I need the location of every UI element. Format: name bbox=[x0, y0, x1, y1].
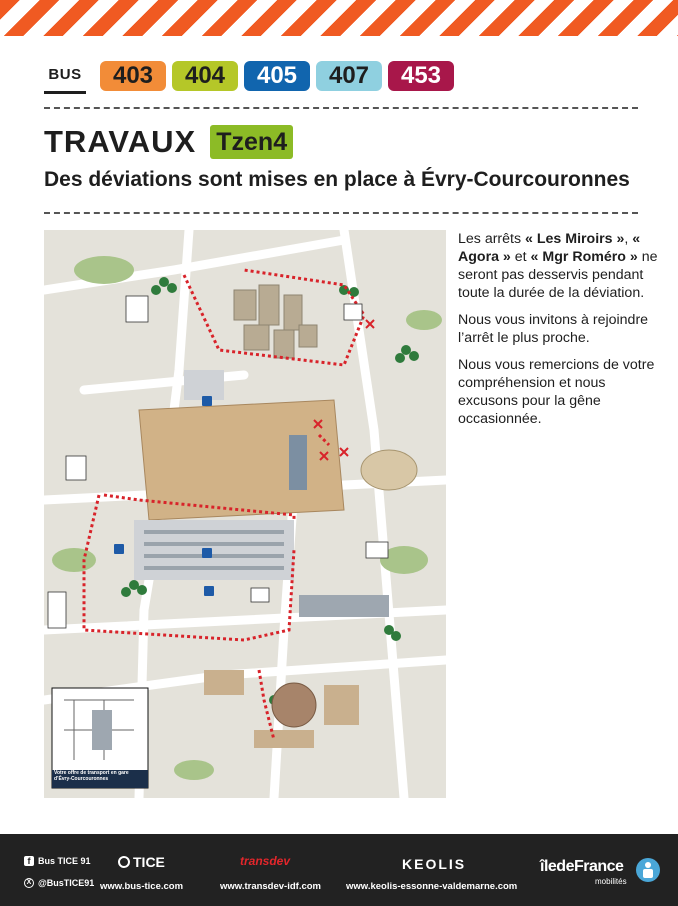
stop-mgr-romero: « Mgr Roméro » bbox=[530, 249, 638, 265]
idfm-logo-main: îledeFrance bbox=[540, 858, 624, 875]
stop-agora: « Agora » bbox=[458, 231, 641, 265]
notice-text-1c: et bbox=[510, 249, 531, 265]
stop-les-miroirs: « Les Miroirs » bbox=[525, 231, 625, 247]
x-icon: X bbox=[24, 878, 34, 888]
bus-label: BUS bbox=[44, 58, 86, 94]
idfm-person-icon bbox=[636, 858, 660, 882]
tzen4-badge: Tzen4 bbox=[210, 125, 293, 159]
page-title: TRAVAUX bbox=[44, 124, 197, 159]
footer bbox=[0, 834, 678, 906]
title-row bbox=[44, 124, 293, 160]
divider-bottom bbox=[44, 212, 638, 214]
line-badge-405: 405 bbox=[244, 61, 310, 91]
line-badge-453: 453 bbox=[388, 61, 454, 91]
line-badge-404: 404 bbox=[172, 61, 238, 91]
page-subtitle: Des déviations sont mises en place à Évry-Courcouronnes bbox=[44, 168, 630, 191]
line-badge-403: 403 bbox=[100, 61, 166, 91]
x-handle: @BusTICE91 bbox=[38, 878, 95, 888]
bus-lines-row bbox=[44, 58, 454, 94]
inset-map-caption: Votre offre de transport en gare d’Évry-Courcouronnes bbox=[54, 770, 129, 782]
tice-pin-icon bbox=[118, 856, 130, 868]
keolis-logo: KEOLIS bbox=[402, 856, 467, 872]
notice-paragraph-3: Nous vous remercions de votre compréhension et nous excusons pour la gêne occasionnée. bbox=[458, 357, 655, 427]
transdev-logo: transdev bbox=[240, 854, 291, 868]
tice-logo-text: TICE bbox=[133, 854, 165, 870]
line-badge-407: 407 bbox=[316, 61, 382, 91]
keolis-url[interactable]: www.keolis-essonne-valdemarne.com bbox=[346, 881, 518, 892]
facebook-handle: Bus TICE 91 bbox=[38, 856, 91, 866]
notice-text bbox=[458, 230, 668, 437]
hazard-stripe-band bbox=[0, 0, 678, 36]
tice-logo bbox=[118, 854, 165, 870]
x-link[interactable] bbox=[24, 878, 94, 888]
facebook-link[interactable] bbox=[24, 856, 91, 866]
transdev-url[interactable]: www.transdev-idf.com bbox=[220, 881, 321, 892]
idfm-logo-sub: mobilités bbox=[595, 877, 627, 886]
deviation-map bbox=[44, 230, 446, 798]
notice-paragraph-2: Nous vous invitons à rejoindre l’arrêt le plus proche. bbox=[458, 312, 649, 346]
map-illustration bbox=[44, 230, 446, 798]
facebook-icon: f bbox=[24, 856, 34, 866]
notice-paragraph-1 bbox=[458, 230, 668, 302]
notice-text-1d: ne seront pas desservis pendant toute la durée de la déviation. bbox=[458, 249, 658, 301]
notice-text-1b: , bbox=[624, 231, 633, 247]
notice-text-1a: Les arrêts bbox=[458, 231, 526, 247]
divider-top bbox=[44, 107, 638, 109]
tice-url[interactable]: www.bus-tice.com bbox=[100, 881, 184, 892]
